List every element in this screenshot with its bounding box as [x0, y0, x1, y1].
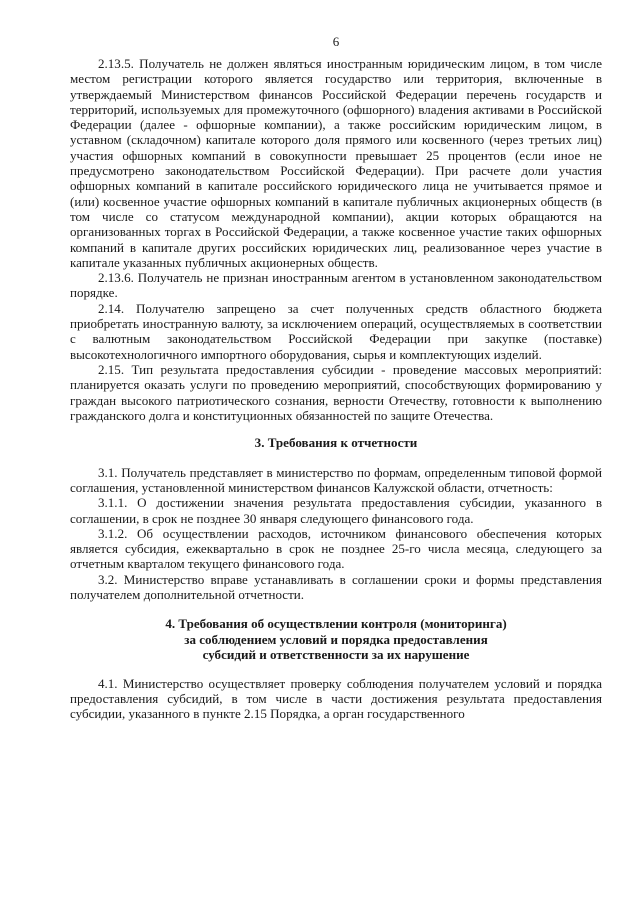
paragraph-2-13-5: 2.13.5. Получатель не должен являться иностранным юридическим лицом, в том числе местом регистрации которого является государство или территория, включенные в утверждаемый Министерством финансов Российской Федерации перечень государств и территорий, используемых для промежуточного (офшорного) владения активами в Российской Федерации (далее - офшорные компании), а также российским юридическим лицом, в уставном (складочном) капитале которого доля прямого или косвенного (через третьих лиц) участия офшорных компаний в совокупности превышает 25 процентов (если иное не предусмотрено законодательством Российской Федерации). При расчете доли участия офшорных компаний в капитале российского юридического лица не учитывается прямое и (или) косвенное участие офшорных компаний в капитале публичных акционерных обществ (в том числе со статусом международной компании), акции которых обращаются на организованных торгах в Российской Федерации, а также косвенное участие таких офшорных компаний в капитале других российских юридических лиц, реализованное через участие в капитале указанных публичных акционерных обществ. — [70, 56, 602, 270]
paragraph-3-1: 3.1. Получатель представляет в министерство по формам, определенным типовой формой соглашения, установленной министерством финансов Калужской области, отчетность: — [70, 464, 602, 495]
paragraph-2-15: 2.15. Тип результата предоставления субсидии - проведение массовых мероприятий: планируется оказать услуги по проведению мероприятий, способствующих формированию у граждан высокого патриотического сознания, верности Отечеству, готовности к выполнению гражданского долга и конституционных обязанностей по защите Отечества. — [70, 361, 602, 423]
paragraph-3-1-1: 3.1.1. О достижении значения результата предоставления субсидии, указанного в соглашении, в срок не позднее 30 января следующего финансового года. — [70, 495, 602, 526]
section-3-body — [70, 465, 602, 603]
section-4-heading-line-3: субсидий и ответственности за их нарушение — [202, 647, 470, 663]
section-3-heading: 3. Требования к отчетности — [254, 435, 418, 451]
paragraph-3-1-2: 3.1.2. Об осуществлении расходов, источником финансового обеспечения которых является субсидия, ежеквартально в срок не позднее 25-го числа месяца, следующего за отчетным кварталом текущего финансового года. — [70, 525, 602, 572]
section-4-heading-line-2: за соблюдением условий и порядка предоставления — [184, 631, 488, 647]
paragraph-3-2: 3.2. Министерство вправе устанавливать в соглашении сроки и формы представления получателем дополнительной отчетности. — [70, 571, 602, 602]
paragraphs-before — [70, 56, 602, 423]
section-4-body — [70, 676, 602, 722]
section-4-heading-line-1: 4. Требования об осуществлении контроля (мониторинга) — [165, 616, 507, 632]
paragraph-2-13-6: 2.13.6. Получатель не признан иностранным агентом в установленном законодательством порядке. — [70, 270, 602, 301]
paragraph-2-14: 2.14. Получателю запрещено за счет полученных средств областного бюджета приобретать иностранную валюту, за исключением операций, осуществляемых в соответствии с валютным законодательством Российской Федерации при закупке (поставке) высокотехнологичного импортного оборудования, сырья и комплектующих изделий. — [70, 300, 602, 362]
section-4-heading — [70, 616, 602, 663]
paragraph-4-1: 4.1. Министерство осуществляет проверку соблюдения получателем условий и порядка предоставления субсидий, в том числе в части достижения результата предоставления субсидии, указанного в пункте 2.15 Порядка, а орган государственного — [70, 675, 602, 722]
page-number: 6 — [332, 34, 340, 49]
